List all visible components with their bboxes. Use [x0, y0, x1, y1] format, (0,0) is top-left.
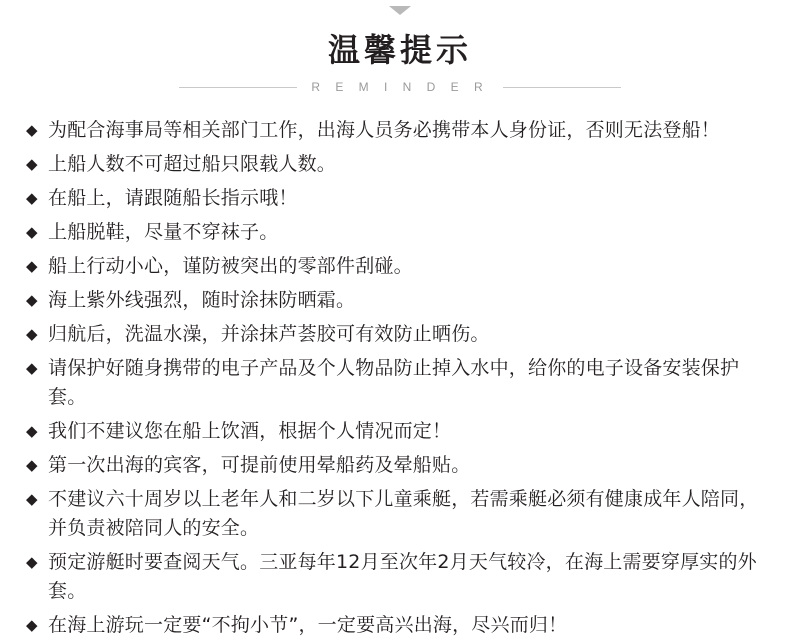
list-item-text: 请保护好随身携带的电子产品及个人物品防止掉入水中，给你的电子设备安装保护套。: [48, 357, 740, 409]
diamond-bullet-icon: ◆: [26, 456, 38, 475]
list-item: [26, 320, 766, 349]
list-item-text: 海上紫外线强烈，随时涂抹防晒霜。: [48, 289, 356, 312]
list-item: [26, 485, 766, 543]
list-item-text: 第一次出海的宾客，可提前使用晕船药及晕船贴。: [48, 454, 471, 477]
list-item-text: 归航后，洗温水澡，并涂抹芦荟胶可有效防止晒伤。: [48, 323, 490, 346]
list-item-text: 预定游艇时要查阅天气。三亚每年12月至次年2月天气较冷，在海上需要穿厚实的外套。: [48, 551, 757, 603]
list-item-text: 上船脱鞋，尽量不穿袜子。: [48, 221, 279, 244]
diamond-bullet-icon: ◆: [26, 616, 38, 635]
divider-left: [179, 87, 297, 88]
diamond-bullet-icon: ◆: [26, 422, 38, 441]
list-item: [26, 417, 766, 446]
list-item: [26, 286, 766, 315]
triangle-down-icon: [389, 6, 411, 15]
diamond-bullet-icon: ◆: [26, 291, 38, 310]
diamond-bullet-icon: ◆: [26, 490, 38, 509]
diamond-bullet-icon: ◆: [26, 121, 38, 140]
list-item: [26, 184, 766, 213]
page-header: [0, 0, 800, 94]
list-item-text: 为配合海事局等相关部门工作，出海人员务必携带本人身份证，否则无法登船！: [48, 119, 721, 142]
list-item-text: 上船人数不可超过船只限载人数。: [48, 153, 337, 176]
list-item: [26, 252, 766, 281]
list-item-text: 在船上，请跟随船长指示哦！: [48, 187, 298, 210]
diamond-bullet-icon: ◆: [26, 257, 38, 276]
list-item-text: 船上行动小心，谨防被突出的零部件刮碰。: [48, 255, 413, 278]
diamond-bullet-icon: ◆: [26, 325, 38, 344]
diamond-bullet-icon: ◆: [26, 189, 38, 208]
list-item-text: 在海上游玩一定要“不拘小节”，一定要高兴出海，尽兴而归！: [48, 614, 568, 637]
list-item: [26, 548, 766, 606]
divider-right: [503, 87, 621, 88]
reminder-list: [0, 116, 800, 640]
list-item: [26, 451, 766, 480]
list-item: [26, 150, 766, 179]
page-subtitle: R E M I N D E R: [311, 80, 489, 95]
subtitle-row: [0, 80, 800, 94]
diamond-bullet-icon: ◆: [26, 553, 38, 572]
page-title: 温馨提示: [327, 31, 472, 69]
list-item-text: 我们不建议您在船上饮酒，根据个人情况而定！: [48, 420, 452, 443]
list-item: [26, 354, 766, 412]
list-item: [26, 116, 766, 145]
diamond-bullet-icon: ◆: [26, 359, 38, 378]
list-item: [26, 611, 766, 640]
list-item: [26, 218, 766, 247]
diamond-bullet-icon: ◆: [26, 223, 38, 242]
diamond-bullet-icon: ◆: [26, 155, 38, 174]
list-item-text: 不建议六十周岁以上老年人和二岁以下儿童乘艇，若需乘艇必须有健康成年人陪同，并负责被陪同人的安全。: [48, 488, 759, 540]
